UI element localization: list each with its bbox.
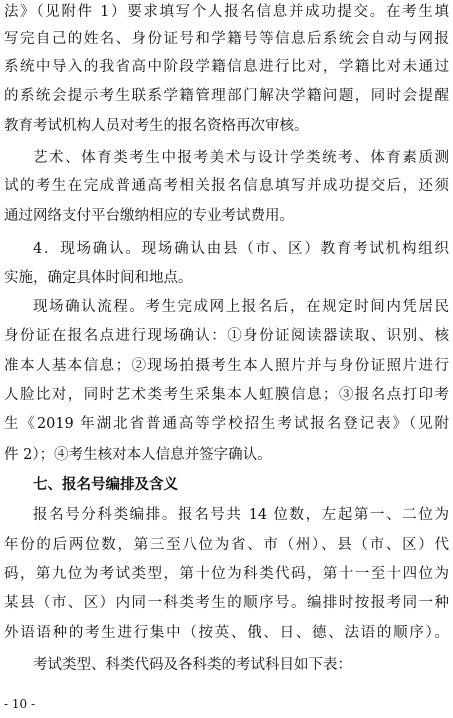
paragraph-line: 人脸比对，同时艺术类考生采集本人虹膜信息；③报名点打印考 [4,387,449,403]
paragraph-line: 法》（见附件 1）要求填写个人报名信息并成功提交。在考生填 [4,4,449,20]
paragraph-line: 教育考试机构人员对考生的报名资格再次审核。 [4,118,309,134]
paragraph-line: 码，第九位为考试类型，第十位为科类代码，第十一至十四位为 [4,566,449,582]
page-number: - 10 - [4,697,36,711]
paragraph-line: 生《2019 年湖北省普通高等学校招生考试报名登记表》（见附 [4,416,449,432]
paragraph-line: 艺术、体育类考生中报考美术与设计学类统考、体育素质测 [33,150,449,166]
paragraph-line: 的系统会提示考生联系学籍管理部门解决学籍问题，同时会提醒 [4,88,449,104]
paragraph-line: 身份证在报名点进行现场确认：①身份证阅读器读取、识别、核 [4,328,449,344]
paragraph-line: 外语语种的考生进行集中（按英、俄、日、德、法语的顺序）。 [4,625,449,641]
paragraph-line: 写完自己的姓名、身份证号和学籍号等信息后系统会自动与网报 [4,31,449,47]
paragraph-line: 通过网络支付平台缴纳相应的专业考试费用。 [4,208,294,224]
paragraph-line: 4．现场确认。现场确认由县（市、区）教育考试机构组织 [33,241,449,257]
paragraph-line: 考试类型、科类代码及各科类的考试科目如下表： [33,657,352,673]
paragraph-line: 实施，确定具体时间和地点。 [4,270,193,286]
paragraph-line: 件 2）；④考生核对本人信息并签字确认。 [4,447,272,463]
paragraph-line: 系统中导入的我省高中阶段学籍信息进行比对，学籍比对未通过 [4,59,449,75]
paragraph-line: 报名号分科类编排。报名号共 14 位数，左起第一、二位为 [33,507,449,523]
paragraph-line: 准本人基本信息；②现场拍摄考生本人照片并与身份证照片进行 [4,358,449,374]
paragraph-line: 现场确认流程。考生完成网上报名后，在规定时间内凭居民 [33,299,449,315]
paragraph-line: 年份的后两位数，第三至八位为省、市（州）、县（市、区）代 [4,537,449,553]
section-heading: 七、报名号编排及含义 [33,477,178,493]
paragraph-line: 试的考生在完成普通高考相关报名信息填写并成功提交后，还须 [4,178,449,194]
paragraph-line: 某县（市、区）内同一科类考生的顺序号。编排时按报考同一种 [4,595,449,611]
